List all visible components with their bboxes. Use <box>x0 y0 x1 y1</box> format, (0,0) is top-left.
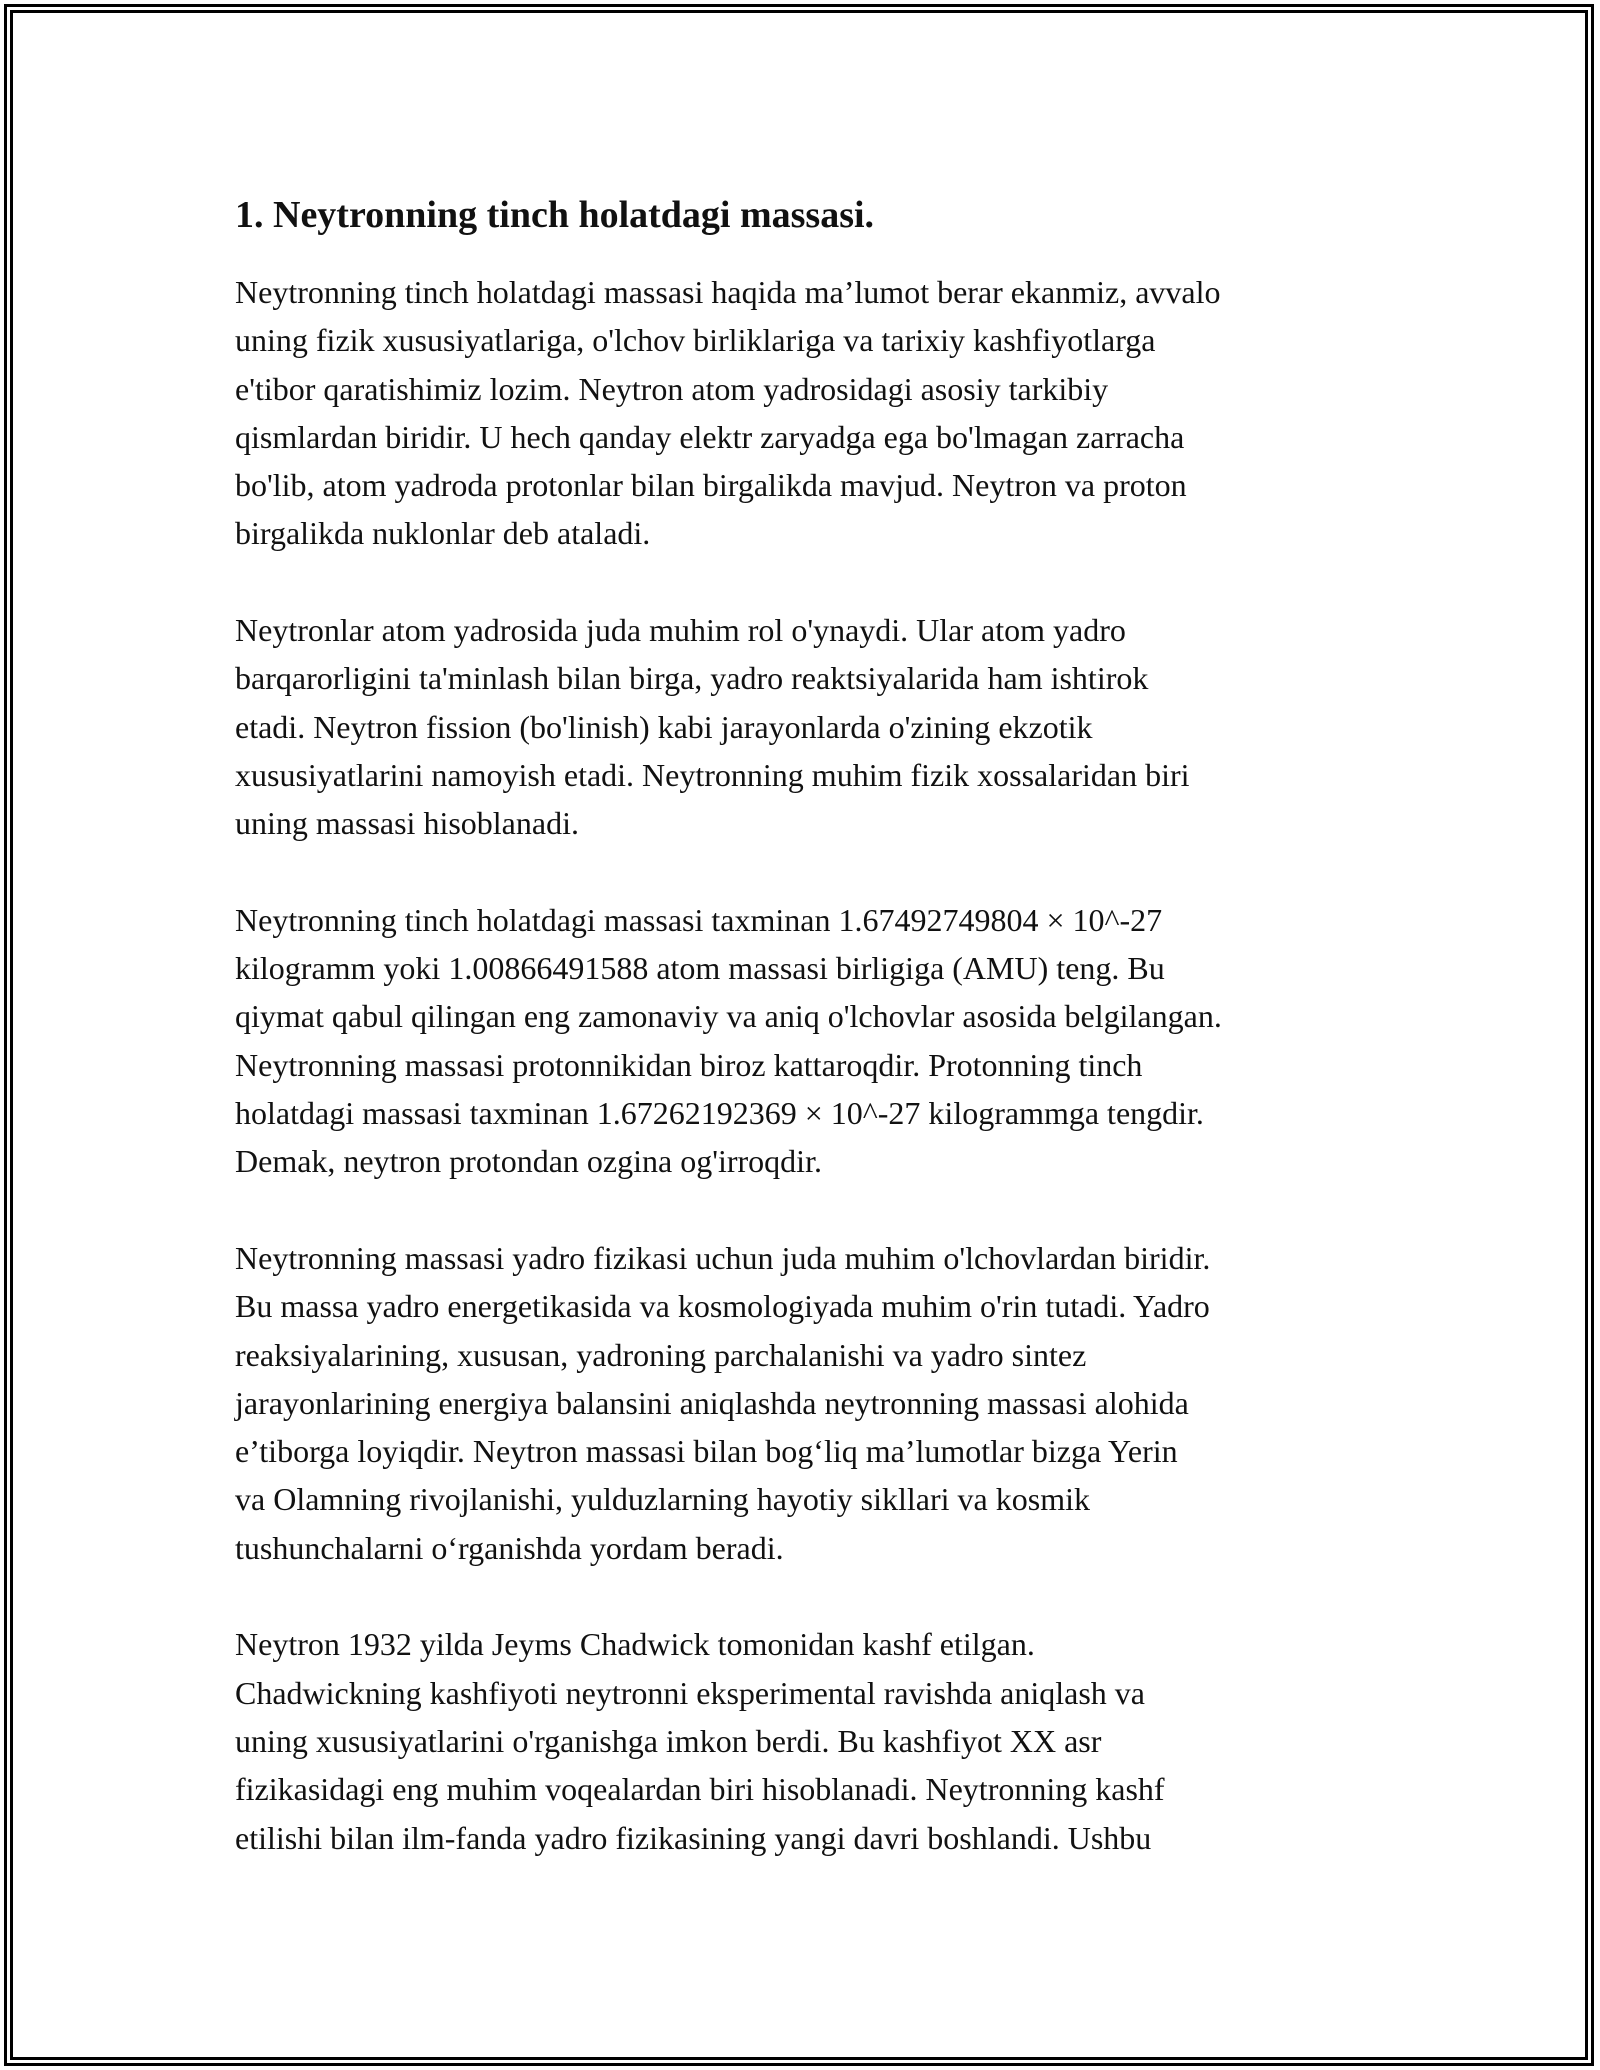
paragraph-2 <box>235 606 1375 847</box>
text-line: tushunchalarni o‘rganishda yordam beradi. <box>235 1529 784 1566</box>
text-line: bo'lib, atom yadroda protonlar bilan birgalikda mavjud. Neytron va proton <box>235 467 1187 504</box>
text-line: jarayonlarining energiya balansini aniqlashda neytronning massasi alohida <box>235 1384 1189 1421</box>
text-line: e'tibor qaratishimiz lozim. Neytron atom yadrosidagi asosiy tarkibiy <box>235 370 1109 407</box>
text-line: qiymat qabul qilingan eng zamonaviy va aniq o'lchovlar asosida belgilangan. <box>235 998 1222 1035</box>
text-line: Neytronning tinch holatdagi massasi haqida ma’lumot berar ekanmiz, avvalo <box>235 274 1221 310</box>
text-line: qismlardan biridir. U hech qanday elektr zaryadga ega bo'lmagan zarracha <box>235 418 1185 455</box>
text-line: Neytronning massasi protonnikidan biroz kattaroqdir. Protonning tinch <box>235 1046 1143 1083</box>
text-line: uning massasi hisoblanadi. <box>235 805 579 842</box>
section-heading: 1. Neytronning tinch holatdagi massasi. <box>235 194 875 236</box>
text-line: xususiyatlarini namoyish etadi. Neytronning muhim fizik xossalaridan biri <box>235 756 1190 793</box>
text-line: va Olamning rivojlanishi, yulduzlarning hayotiy sikllari va kosmik <box>235 1481 1090 1518</box>
text-line: Neytron 1932 yilda Jeyms Chadwick tomonidan kashf etilgan. <box>235 1626 1035 1663</box>
text-line: e’tiborga loyiqdir. Neytron massasi bilan bog‘liq ma’lumotlar bizga Yerin <box>235 1433 1178 1470</box>
paragraph-3 <box>235 896 1375 1186</box>
text-line: birgalikda nuklonlar deb ataladi. <box>235 515 651 552</box>
document-body <box>235 190 1375 1910</box>
text-line: etadi. Neytron fission (bo'linish) kabi jarayonlarda o'zining ekzotik <box>235 708 1093 745</box>
text-line: Demak, neytron protondan ozgina og'irroqdir. <box>235 1143 822 1180</box>
text-line: Bu massa yadro energetikasida va kosmologiyada muhim o'rin tutadi. Yadro <box>235 1288 1210 1325</box>
paragraph-4 <box>235 1234 1375 1572</box>
paragraph-1 <box>235 268 1375 558</box>
text-line: reaksiyalarining, xususan, yadroning parchalanishi va yadro sintez <box>235 1336 1087 1373</box>
text-line: uning xususiyatlarini o'rganishga imkon berdi. Bu kashfiyot XX asr <box>235 1722 1102 1759</box>
text-line: fizikasidagi eng muhim voqealardan biri hisoblanadi. Neytronning kashf <box>235 1771 1165 1808</box>
text-line: Neytronning massasi yadro fizikasi uchun juda muhim o'lchovlardan biridir. <box>235 1239 1211 1276</box>
text-line: Chadwickning kashfiyoti neytronni eksperimental ravishda aniqlash va <box>235 1674 1145 1711</box>
text-line: etilishi bilan ilm-fanda yadro fizikasining yangi davri boshlandi. Ushbu <box>235 1819 1152 1856</box>
text-line: uning fizik xususiyatlariga, o'lchov birliklariga va tarixiy kashfiyotlarga <box>235 322 1156 359</box>
text-line: barqarorligini ta'minlash bilan birga, yadro reaktsiyalarida ham ishtirok <box>235 660 1149 697</box>
text-line: kilogramm yoki 1.00866491588 atom massasi birligiga (AMU) teng. Bu <box>235 950 1165 987</box>
text-line: holatdagi massasi taxminan 1.67262192369 × 10^-27 kilogrammga tengdir. <box>235 1095 1204 1132</box>
paragraph-5 <box>235 1620 1375 1861</box>
text-line: Neytronlar atom yadrosida juda muhim rol o'ynaydi. Ular atom yadro <box>235 612 1126 649</box>
text-line: Neytronning tinch holatdagi massasi taxminan 1.67492749804 × 10^-27 <box>235 901 1163 938</box>
